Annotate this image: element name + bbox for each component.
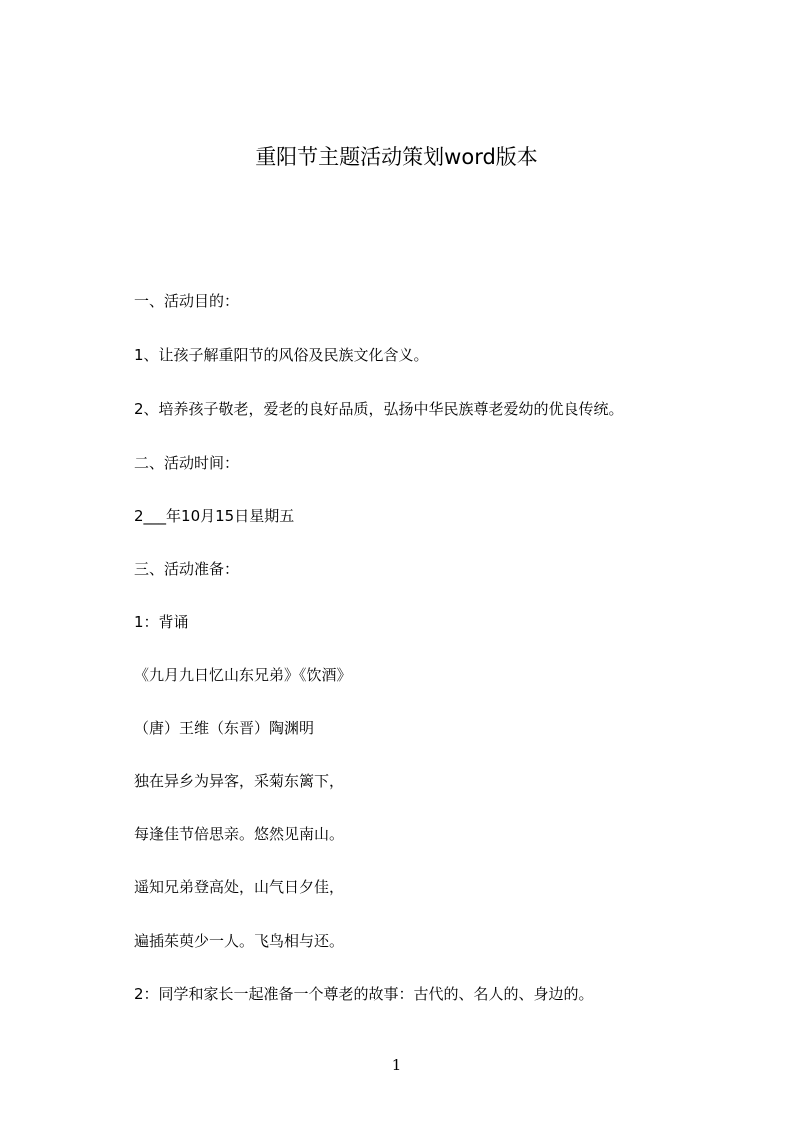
section-heading-preparation: 三、活动准备：: [134, 560, 240, 578]
paragraph-line: 2、培养孩子敬老，爱老的良好品质，弘扬中华民族尊老爱幼的优良传统。: [134, 400, 624, 418]
paragraph-line: 1、让孩子解重阳节的风俗及民族文化含义。: [134, 346, 429, 364]
paragraph-line: 1：背诵: [134, 613, 189, 631]
poem-line: 每逢佳节倍思亲。悠然见南山。: [134, 825, 345, 843]
poem-titles: 《九月九日忆山东兄弟》《饮酒》: [134, 666, 352, 684]
page-number: 1: [391, 1056, 402, 1074]
page-title: 重阳节主题活动策划word版本: [255, 145, 538, 169]
section-heading-purpose: 一、活动目的：: [134, 292, 240, 310]
section-heading-time: 二、活动时间：: [134, 454, 240, 472]
poem-line: 独在异乡为异客，采菊东篱下，: [134, 772, 345, 790]
paragraph-line: 2：同学和家长一起准备一个尊老的故事：古代的、名人的、身边的。: [134, 985, 594, 1003]
poem-line: 遥知兄弟登高处，山气日夕佳，: [134, 878, 345, 896]
poem-authors: （唐）王维（东晋）陶渊明: [134, 719, 315, 737]
poem-line: 遍插茱萸少一人。飞鸟相与还。: [134, 932, 345, 950]
paragraph-line: 2___年10月15日星期五: [134, 507, 295, 525]
